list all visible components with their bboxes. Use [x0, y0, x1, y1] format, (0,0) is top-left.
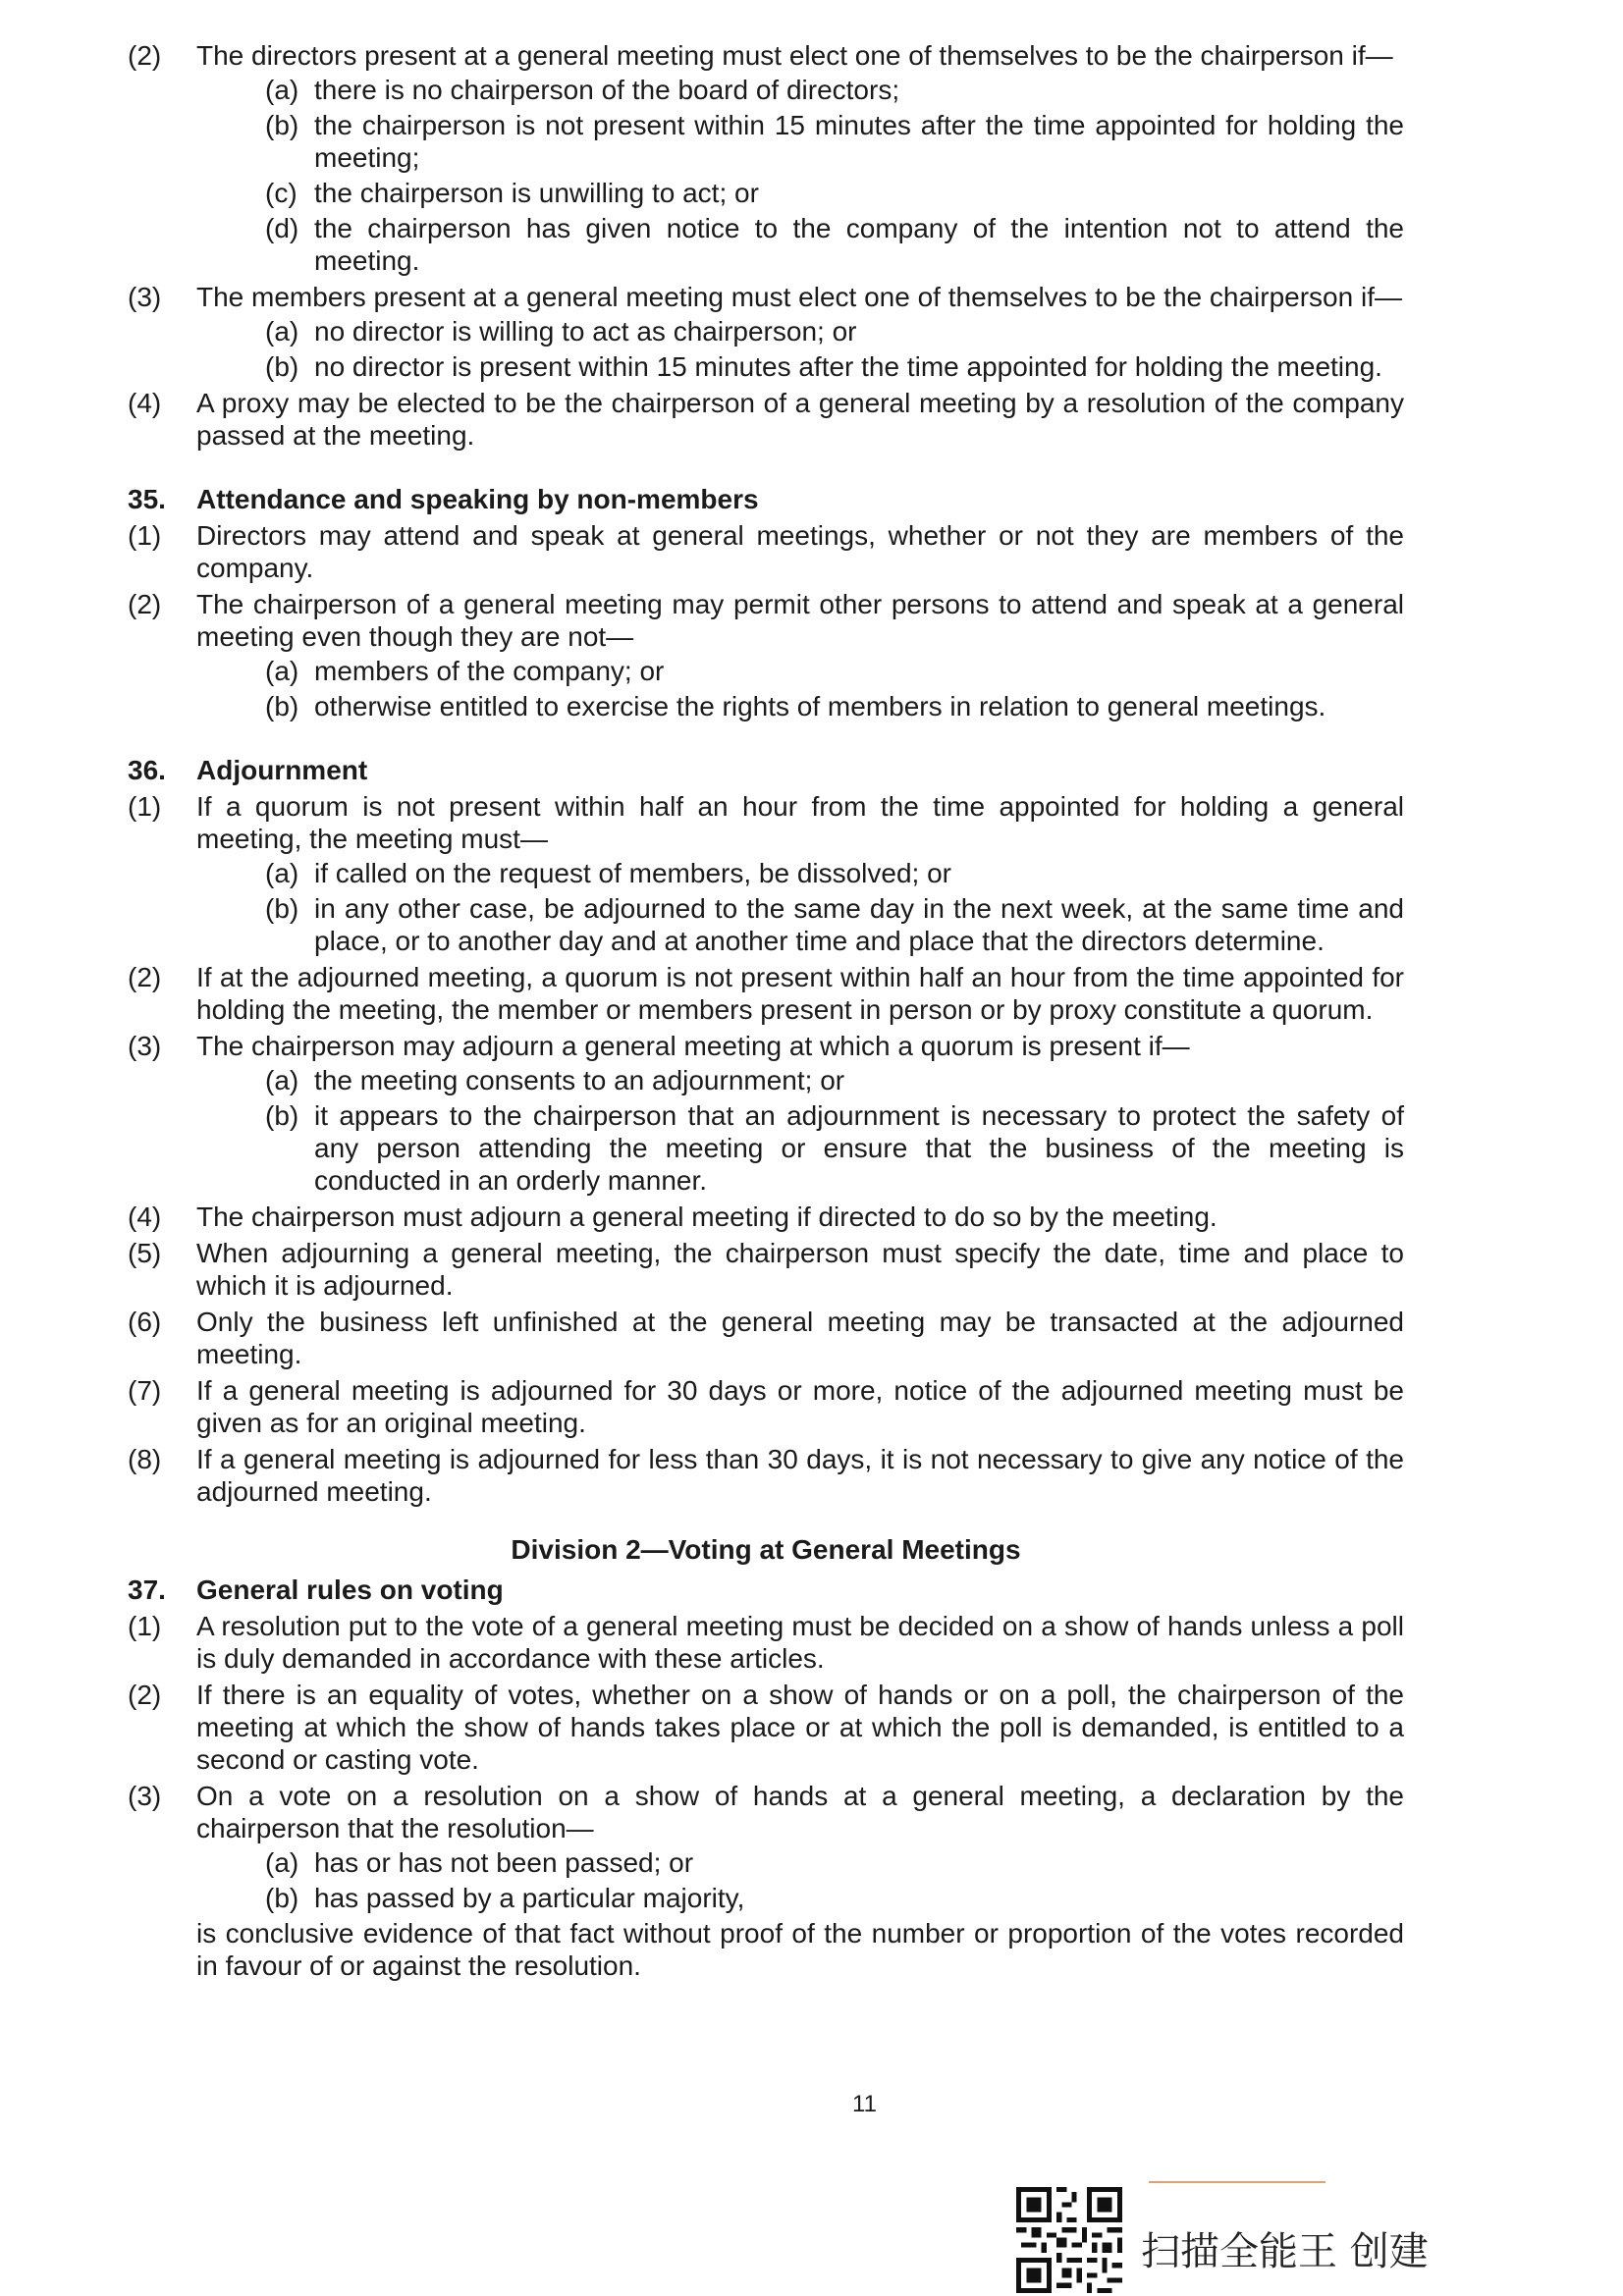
list-item: (a) there is no chairperson of the board of directors; [265, 75, 900, 105]
paragraph-36-3: (3) The chairperson may adjourn a general meeting at which a quorum is present if— (a) the meeting consents to an adjournment; or (b) it appears to the chairperson that an adjournment is necessary to protect the safety of any person attending the meeting or ensure that the business of the meeting is conducted in an orderly manner. [128, 1031, 1404, 1196]
article-title: Attendance and speaking by non-members [196, 484, 759, 514]
list-item: (b) in any other case, be adjourned to the same day in the next week, at the same time and place, or to another day and at another time and place that the directors determine. [265, 893, 1404, 956]
page-number: 11 [852, 2091, 877, 2117]
paragraph-36-1: (1) If a quorum is not present within half an hour from the time appointed for holding a general meeting, the meeting must— (a) if called on the request of members, be dissolved; or (b) in any other case, be adjourned to the same day in the next week, at the same time and place, or to another day and at another time and place that the directors determine. [128, 791, 1404, 956]
paragraph-35-1: (1) Directors may attend and speak at general meetings, whether or not they are members of the company. [128, 520, 1404, 583]
paragraph-36-8: (8) If a general meeting is adjourned for less than 30 days, it is not necessary to give any notice of the adjourned meeting. [128, 1444, 1404, 1507]
list-item: (a) no director is willing to act as chairperson; or [265, 316, 857, 347]
article-heading: 35. Attendance and speaking by non-members [128, 484, 759, 514]
list-item: (b) otherwise entitled to exercise the rights of members in relation to general meetings. [265, 691, 1326, 721]
paragraph-text: The directors present at a general meeting must elect one of themselves to be the chairperson if— [196, 40, 1393, 71]
paragraph-tail: is conclusive evidence of that fact without proof of the number or proportion of the votes recorded in favour of or against the resolution. [196, 1918, 1404, 1981]
paragraph-34-2 [128, 39, 1404, 277]
list-item: (b) no director is present within 15 minutes after the time appointed for holding the meeting. [265, 351, 1382, 382]
footer-divider [1149, 2181, 1325, 2183]
paragraph-36-7: (7) If a general meeting is adjourned for 30 days or more, notice of the adjourned meeting must be given as for an original meeting. [128, 1375, 1404, 1438]
qr-code-icon [1016, 2187, 1122, 2293]
division-heading: Division 2—Voting at General Meetings [511, 1534, 1021, 1565]
list-item: (a) has or has not been passed; or [265, 1847, 694, 1878]
paragraph-34-3 [128, 281, 1404, 383]
paragraph-text: The members present at a general meeting must elect one of themselves to be the chairperson if— [196, 282, 1402, 312]
article-title: General rules on voting [196, 1575, 504, 1605]
paragraph-36-6: (6) Only the business left unfinished at the general meeting may be transacted at the adjourned meeting. [128, 1307, 1404, 1369]
paragraph-34-4 [128, 387, 1404, 452]
list-item: (d) the chairperson has given notice to the company of the intention not to attend the meeting. [265, 213, 1404, 276]
article-heading: 36. Adjournment [128, 755, 368, 785]
list-item: (a) the meeting consents to an adjournment; or [265, 1065, 845, 1095]
scanner-watermark-text: 扫描全能王 创建 [1141, 2229, 1429, 2274]
list-item: (b) it appears to the chairperson that an adjournment is necessary to protect the safety of any person attending the meeting or ensure that the business of the meeting is conducted in an orderly manner. [265, 1100, 1404, 1196]
article-35 [128, 483, 1404, 722]
paragraph-text: A proxy may be elected to be the chairperson of a general meeting by a resolution of the company passed at the meeting. [196, 388, 1404, 451]
paragraph-37-1: (1) A resolution put to the vote of a general meeting must be decided on a show of hands unless a poll is duly demanded in accordance with these articles. [128, 1611, 1404, 1674]
list-item: (b) the chairperson is not present within 15 minutes after the time appointed for holding the meeting; [265, 110, 1404, 173]
article-36 [128, 754, 1404, 1508]
paragraph-37-2: (2) If there is an equality of votes, whether on a show of hands or on a poll, the chairperson of the meeting at which the show of hands takes place or at which the poll is demanded, is entitled to a second or casting vote. [128, 1680, 1404, 1775]
list-item: (b) has passed by a particular majority, [265, 1883, 745, 1913]
paragraph-36-2: (2) If at the adjourned meeting, a quorum is not present within half an hour from the time appointed for holding the meeting, the member or members present in person or by proxy constitute a quorum. [128, 962, 1404, 1025]
list-item: (c) the chairperson is unwilling to act; or [265, 178, 759, 208]
document-body [128, 39, 1404, 1986]
paragraph-36-5: (5) When adjourning a general meeting, the chairperson must specify the date, time and place to which it is adjourned. [128, 1238, 1404, 1301]
article-heading: 37. General rules on voting [128, 1575, 504, 1605]
paragraph-number: (2) [128, 40, 162, 71]
paragraph-36-4: (4) The chairperson must adjourn a general meeting if directed to do so by the meeting. [128, 1201, 1217, 1232]
paragraph-37-3: (3) On a vote on a resolution on a show of hands at a general meeting, a declaration by the chairperson that the resolution— (a) has or has not been passed; or (b) has passed by a particular majority, is conclusive evidence of that fact without proof of the number or proportion of the votes recorded in favour of or against the resolution. [128, 1781, 1404, 1981]
paragraph-35-2: (2) The chairperson of a general meeting may permit other persons to attend and speak at a general meeting even though they are not— (a) members of the company; or (b) otherwise entitled to exercise the rights of members in relation to general meetings. [128, 589, 1404, 721]
paragraph-number: (4) [128, 388, 162, 418]
paragraph-number: (3) [128, 282, 162, 312]
list-item: (a) if called on the request of members, be dissolved; or [265, 858, 952, 888]
article-title: Adjournment [196, 755, 368, 785]
article-37 [128, 1574, 1404, 1982]
list-item: (a) members of the company; or [265, 656, 665, 686]
